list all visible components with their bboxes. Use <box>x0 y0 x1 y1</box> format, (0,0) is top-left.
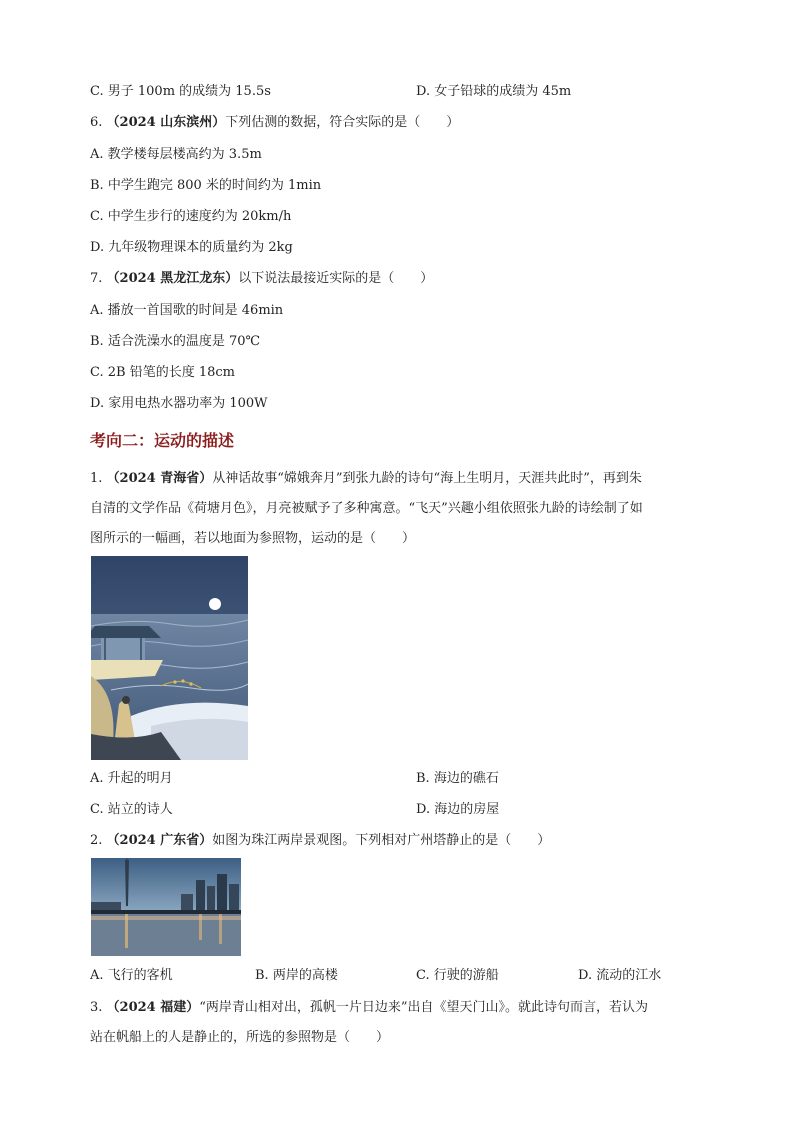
question-text: 从神话故事“嫦娥奔月”到张九龄的诗句“海上生明月，天涯共此时”，再到朱 <box>212 471 642 486</box>
q6-option-c: C. 中学生步行的速度约为 20km/h <box>90 209 292 224</box>
pearl-river-skyline-photo <box>91 858 241 956</box>
q6-option-a: A. 教学楼每层楼高约为 3.5m <box>90 147 262 162</box>
s2q1-line3: 图所示的一幅画，若以地面为参照物，运动的是（ ） <box>90 531 416 546</box>
question-source: （2024 福建） <box>106 1000 200 1015</box>
q6-option-d: D. 九年级物理课本的质量约为 2kg <box>90 240 293 255</box>
s2q2-option-b: B. 两岸的高楼 <box>255 968 338 983</box>
q5-option-d: D. 女子铅球的成绩为 45m <box>416 84 572 99</box>
q7-option-b: B. 适合洗澡水的温度是 70℃ <box>90 334 261 349</box>
q7-stem <box>90 270 433 288</box>
poet-moon-painting <box>91 556 248 760</box>
question-source: （2024 黑龙江龙东） <box>106 271 239 286</box>
s2q3-line1 <box>90 999 648 1017</box>
q7-option-a: A. 播放一首国歌的时间是 46min <box>90 303 284 318</box>
q7-option-d: D. 家用电热水器功率为 100W <box>90 396 268 411</box>
question-source: （2024 广东省） <box>106 833 213 848</box>
s2q2-option-a: A. 飞行的客机 <box>90 968 173 983</box>
question-text: 下列估测的数据，符合实际的是（ ） <box>225 115 460 130</box>
q5-option-c: C. 男子 100m 的成绩为 15.5s <box>90 84 271 99</box>
section-heading: 考向二：运动的描述 <box>90 431 235 450</box>
s2q1-option-c: C. 站立的诗人 <box>90 802 173 817</box>
s2q1-option-a: A. 升起的明月 <box>90 771 173 786</box>
question-source: （2024 青海省） <box>106 471 213 486</box>
question-text: 以下说法最接近实际的是（ ） <box>238 271 434 286</box>
question-number: 2. <box>90 833 103 848</box>
question-number: 6. <box>90 115 103 130</box>
s2q2-option-c: C. 行驶的游船 <box>416 968 499 983</box>
s2q1-option-d: D. 海边的房屋 <box>416 802 500 817</box>
q6-option-b: B. 中学生跑完 800 米的时间约为 1min <box>90 178 322 193</box>
s2q2-stem <box>90 832 550 850</box>
s2q3-line2: 站在帆船上的人是静止的，所选的参照物是（ ） <box>90 1030 390 1045</box>
question-number: 3. <box>90 1000 103 1015</box>
s2q1-option-b: B. 海边的礁石 <box>416 771 499 786</box>
question-source: （2024 山东滨州） <box>106 115 226 130</box>
question-text: 如图为珠江两岸景观图。下列相对广州塔静止的是（ ） <box>212 833 551 848</box>
q7-option-c: C. 2B 铅笔的长度 18cm <box>90 365 235 380</box>
question-number: 7. <box>90 271 103 286</box>
question-number: 1. <box>90 471 103 486</box>
q6-stem <box>90 114 459 132</box>
s2q1-line2: 自清的文学作品《荷塘月色》，月亮被赋予了多种寓意。“飞天”兴趣小组依照张九龄的诗绘制了如 <box>90 501 643 516</box>
question-text: “两岸青山相对出，孤帆一片日边来”出自《望天门山》。就此诗句而言，若认为 <box>199 1000 649 1015</box>
s2q2-option-d: D. 流动的江水 <box>578 968 662 983</box>
s2q1-line1 <box>90 470 642 488</box>
